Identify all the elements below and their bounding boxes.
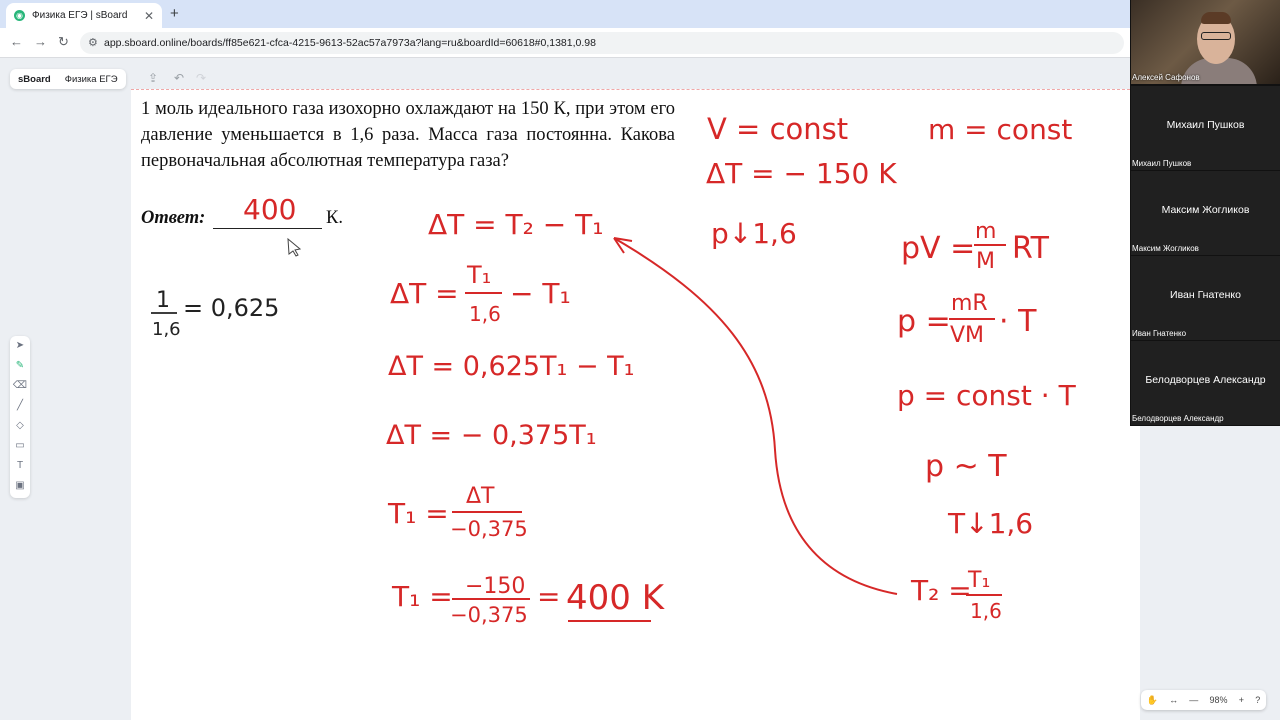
presenter-hair xyxy=(1201,12,1231,24)
text-tool-icon[interactable]: T xyxy=(16,460,24,471)
cond-delta-t: ΔT = − 150 K xyxy=(706,157,897,190)
back-icon[interactable]: ← xyxy=(10,34,23,49)
pen-tool-icon[interactable]: ✎ xyxy=(15,360,25,371)
black-result: = 0,625 xyxy=(183,294,280,322)
answer-unit: К. xyxy=(326,208,343,228)
participant-name-caption: Михаил Пушков xyxy=(1132,159,1192,168)
problem-text: 1 моль идеального газа изохорно охлаждают на 150 К, при этом его давление уменьшается в 1,6 раза. Масса газа постоянна. Какова первоначальная абсолютная температура газа? xyxy=(141,99,675,171)
select-tool-icon[interactable]: ➤ xyxy=(15,340,25,351)
undo-icon[interactable]: ↶ xyxy=(174,71,185,85)
final-answer: 400 K xyxy=(566,578,664,618)
pressure-formula-left: p = xyxy=(897,304,951,339)
cond-mass-const: m = const xyxy=(928,113,1073,146)
eq-delta-t-definition: ΔT = T₂ − T₁ xyxy=(428,208,604,241)
participant-name-caption: Иван Гнатенко xyxy=(1132,329,1187,338)
eq3: ΔT = 0,625T₁ − T₁ xyxy=(388,351,635,382)
substitution-arrow xyxy=(614,238,897,594)
presenter-camera-tile[interactable] xyxy=(1131,0,1280,84)
participant-name-center: Михаил Пушков xyxy=(1166,119,1245,131)
cond-volume-const: V = const xyxy=(707,112,849,146)
pressure-proportional-t: p ~ T xyxy=(925,449,1007,484)
eq2-left: ΔT = xyxy=(390,277,459,310)
pressure-const-t: p = const · T xyxy=(897,379,1076,412)
zoom-in-icon[interactable]: + xyxy=(1238,695,1245,705)
participant-name-caption: Максим Жогликов xyxy=(1132,244,1199,253)
handwritten-answer: 400 xyxy=(243,193,297,226)
reload-icon[interactable]: ↻ xyxy=(58,34,69,49)
eq6-denominator: −0,375 xyxy=(450,603,528,627)
participant-name-center: Иван Гнатенко xyxy=(1170,289,1241,301)
app-logo[interactable]: sBoard xyxy=(18,73,51,85)
eq5-left: T₁ = xyxy=(388,497,449,530)
zoom-out-icon[interactable]: — xyxy=(1189,695,1199,705)
eq2-right: − T₁ xyxy=(510,277,571,310)
substitution-arrow-head xyxy=(614,238,632,253)
presenter-glasses xyxy=(1201,32,1231,40)
presenter-name-caption: Алексей Сафонов xyxy=(1132,73,1200,82)
eq6-left: T₁ = xyxy=(392,580,453,613)
forward-icon[interactable]: → xyxy=(34,34,47,49)
close-tab-icon[interactable]: ✕ xyxy=(143,8,154,23)
fit-width-icon[interactable]: ↔ xyxy=(1169,695,1179,705)
t2-numerator: T₁ xyxy=(968,568,991,593)
participant-tile[interactable] xyxy=(1131,86,1280,170)
hand-tool-icon[interactable]: ✋ xyxy=(1146,694,1158,705)
clapeyron-denominator: M xyxy=(976,249,995,274)
pressure-formula-numerator: mR xyxy=(951,291,988,316)
cond-pressure-drop: p↓1,6 xyxy=(711,217,797,250)
zoom-level[interactable]: 98% xyxy=(1209,695,1228,705)
participant-tile[interactable] xyxy=(1131,341,1280,425)
pressure-formula-denominator: VM xyxy=(950,323,985,348)
clapeyron-right: RT xyxy=(1012,231,1049,266)
black-fraction-numerator: 1 xyxy=(156,288,170,313)
board-name[interactable]: Физика ЕГЭ xyxy=(64,73,118,85)
site-settings-icon[interactable]: ⚙ xyxy=(88,37,98,49)
eraser-tool-icon[interactable]: ⌫ xyxy=(12,380,28,391)
eq4: ΔT = − 0,375T₁ xyxy=(386,420,597,451)
line-tool-icon[interactable]: ╱ xyxy=(16,400,24,411)
participant-tile[interactable] xyxy=(1131,256,1280,340)
eq5-denominator: −0,375 xyxy=(450,517,528,541)
eq6-equals: = xyxy=(537,580,561,613)
sboard-favicon-icon: ◉ xyxy=(14,10,25,21)
t2-left: T₂ = xyxy=(911,574,972,607)
pressure-formula-right: · T xyxy=(999,304,1037,339)
new-tab-icon[interactable]: + xyxy=(170,5,179,22)
image-tool-icon[interactable]: ▣ xyxy=(15,480,25,491)
eq2-numerator: T₁ xyxy=(467,261,492,289)
eq2-denominator: 1,6 xyxy=(469,302,501,326)
clapeyron-numerator: m xyxy=(975,219,997,244)
answer-label: Ответ: xyxy=(141,208,206,228)
url-text: app.sboard.online/boards/ff85e621-cfca-4215-9613-52ac57a7973a?lang=ru&boardId=60618#0,1381,0.98 xyxy=(104,37,596,49)
eq5-numerator: ΔT xyxy=(466,484,495,509)
shapes-tool-icon[interactable]: ◇ xyxy=(16,420,24,431)
t2-denominator: 1,6 xyxy=(970,599,1002,623)
help-icon[interactable]: ? xyxy=(1255,695,1261,705)
participant-name-caption: Белодворцев Александр xyxy=(1132,414,1224,423)
share-icon[interactable]: ⇪ xyxy=(148,71,159,85)
participant-name-center: Белодворцев Александр xyxy=(1145,374,1266,386)
temperature-drop: T↓1,6 xyxy=(948,507,1034,540)
clapeyron-left: pV = xyxy=(901,231,976,266)
black-fraction-denominator: 1,6 xyxy=(152,319,181,340)
eq6-numerator: −150 xyxy=(465,574,526,599)
participant-tile[interactable] xyxy=(1131,171,1280,255)
tab-title: Физика ЕГЭ | sBoard xyxy=(32,10,128,21)
participant-name-center: Максим Жогликов xyxy=(1161,204,1250,216)
zoom-control xyxy=(1141,690,1266,710)
redo-icon[interactable]: ↷ xyxy=(196,71,207,85)
sticky-note-tool-icon[interactable]: ▭ xyxy=(15,440,25,451)
mouse-cursor-icon xyxy=(288,239,300,256)
